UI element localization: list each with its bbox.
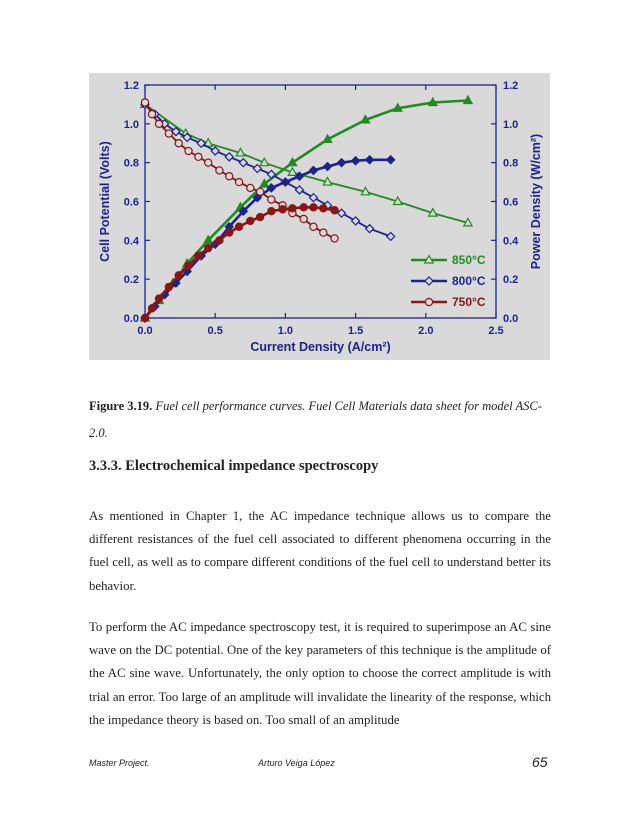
section-heading: 3.3.3. Electrochemical impedance spectroscopy: [89, 458, 379, 474]
y-right-axis-label: Power Density (W/cm²): [529, 133, 543, 270]
series-750-power-point: [205, 245, 212, 252]
series-800-voltage-point: [387, 232, 395, 240]
legend-850-label: 850°C: [452, 253, 486, 267]
series-800-voltage-point: [338, 209, 346, 217]
x-tick-label: 0.0: [137, 325, 153, 337]
legend-800-label: 800°C: [452, 274, 486, 288]
series-750-power-point: [141, 314, 148, 321]
x-tick-label: 1.0: [277, 325, 294, 337]
series-750-voltage-point: [148, 111, 155, 118]
y-left-tick-label: 1.0: [123, 118, 139, 131]
chart: [89, 73, 550, 360]
series-750-power-point: [310, 204, 317, 211]
series-750-power-point: [268, 208, 275, 215]
series-750-voltage-point: [300, 215, 307, 222]
legend-800-marker: [425, 277, 433, 285]
y-left-tick-label: 0.4: [123, 235, 139, 248]
paragraph: To perform the AC impedance spectroscopy test, it is required to superimpose an AC sine wave on the DC potential. One of the key parameters of this technique is the amplitude of the AC sine wave. Unfortunately, the only option to choose the correct amplitude is with trial an error. Too large of an amplitude will invalidate the linearity of the response, which the impedance theory is based on. Too small of an amplitude: [89, 620, 551, 727]
y-right-tick-label: 0.6: [503, 196, 519, 209]
series-750-power-point: [235, 223, 242, 230]
series-800-voltage-point: [239, 159, 247, 167]
y-left-tick-label: 0.2: [123, 274, 139, 287]
series-750-power-point: [320, 205, 327, 212]
series-750-voltage-point: [175, 140, 182, 147]
y-right-tick-label: 0.4: [503, 235, 519, 248]
series-750-voltage-point: [155, 120, 162, 127]
series-800-power-point: [324, 163, 332, 171]
series-750-voltage-point: [320, 229, 327, 236]
series-750-power-point: [331, 207, 338, 214]
series-750-voltage-point: [310, 223, 317, 230]
figure-caption: [89, 393, 551, 447]
series-750-voltage-point: [268, 196, 275, 203]
series-750-power-point: [300, 204, 307, 211]
series-750-voltage-point: [331, 235, 338, 242]
series-800-power-point: [387, 156, 395, 164]
series-750-power-point: [279, 206, 286, 213]
legend-750-marker: [425, 298, 432, 305]
series-800-power-point: [338, 159, 346, 167]
figure-fuel-cell-curves: [89, 73, 550, 360]
series-750-voltage-point: [247, 184, 254, 191]
page-number: 65: [532, 754, 548, 770]
series-750-power-point: [289, 205, 296, 212]
y-left-tick-label: 0.8: [123, 157, 139, 170]
y-right-tick-label: 1.0: [503, 118, 519, 131]
series-800-power-line: [145, 160, 391, 318]
series-750-power-point: [185, 262, 192, 269]
series-750-voltage-point: [226, 173, 233, 180]
series-800-voltage-point: [225, 153, 233, 161]
y-left-tick-label: 1.2: [123, 80, 139, 92]
series-750-voltage-point: [195, 153, 202, 160]
y-right-tick-label: 0.0: [503, 313, 519, 325]
series-750-power-point: [165, 283, 172, 290]
series-750-voltage-point: [216, 167, 223, 174]
footer-project: Master Project.: [89, 758, 150, 768]
series-750-power-point: [175, 272, 182, 279]
series-750-voltage-point: [141, 99, 148, 106]
y-right-tick-label: 1.2: [503, 80, 519, 92]
series-750-power-point: [148, 305, 155, 312]
series-800-power-point: [309, 166, 317, 174]
series-750-power-point: [195, 252, 202, 259]
series-800-voltage-point: [295, 186, 303, 194]
caption-label: Figure 3.19.: [89, 399, 153, 413]
series-750-power-point: [226, 229, 233, 236]
caption-text: Fuel cell performance curves. Fuel Cell Materials data sheet for model ASC-2.0.: [89, 399, 542, 440]
y-left-axis-label: Cell Potential (Volts): [98, 141, 112, 262]
paragraph: As mentioned in Chapter 1, the AC impedance technique allows us to compare the different resistances of the fuel cell associated to different phenomena occurring in the fuel cell, as well as to compare different conditions of the fuel cell to understand better its behavior.: [89, 509, 551, 593]
series-800-voltage-point: [309, 194, 317, 202]
series-750-power-point: [155, 295, 162, 302]
footer-author: Arturo Veiga López: [258, 758, 335, 768]
series-750-voltage-point: [257, 188, 264, 195]
series-800-voltage-point: [211, 147, 219, 155]
y-right-tick-label: 0.8: [503, 157, 519, 170]
series-750-voltage-point: [205, 159, 212, 166]
y-left-tick-label: 0.6: [123, 196, 139, 209]
series-800-voltage-point: [366, 225, 374, 233]
series-800-voltage-line: [145, 104, 391, 236]
series-750-voltage-point: [165, 130, 172, 137]
series-750-voltage-point: [185, 147, 192, 154]
y-right-tick-label: 0.2: [503, 274, 519, 287]
series-800-voltage-point: [352, 217, 360, 225]
series-800-power-point: [366, 156, 374, 164]
legend-750-label: 750°C: [452, 295, 486, 309]
x-tick-label: 2.5: [488, 325, 504, 337]
x-tick-label: 1.5: [347, 325, 364, 337]
series-750-voltage-point: [235, 178, 242, 185]
x-tick-label: 2.0: [418, 325, 434, 337]
x-axis-label: Current Density (A/cm²): [250, 340, 391, 354]
y-left-tick-label: 0.0: [123, 313, 139, 325]
series-750-power-point: [216, 237, 223, 244]
series-750-power-point: [257, 213, 264, 220]
series-800-power-point: [352, 157, 360, 165]
series-800-power-point: [281, 178, 289, 186]
x-tick-label: 0.5: [207, 325, 223, 337]
series-750-power-point: [247, 217, 254, 224]
